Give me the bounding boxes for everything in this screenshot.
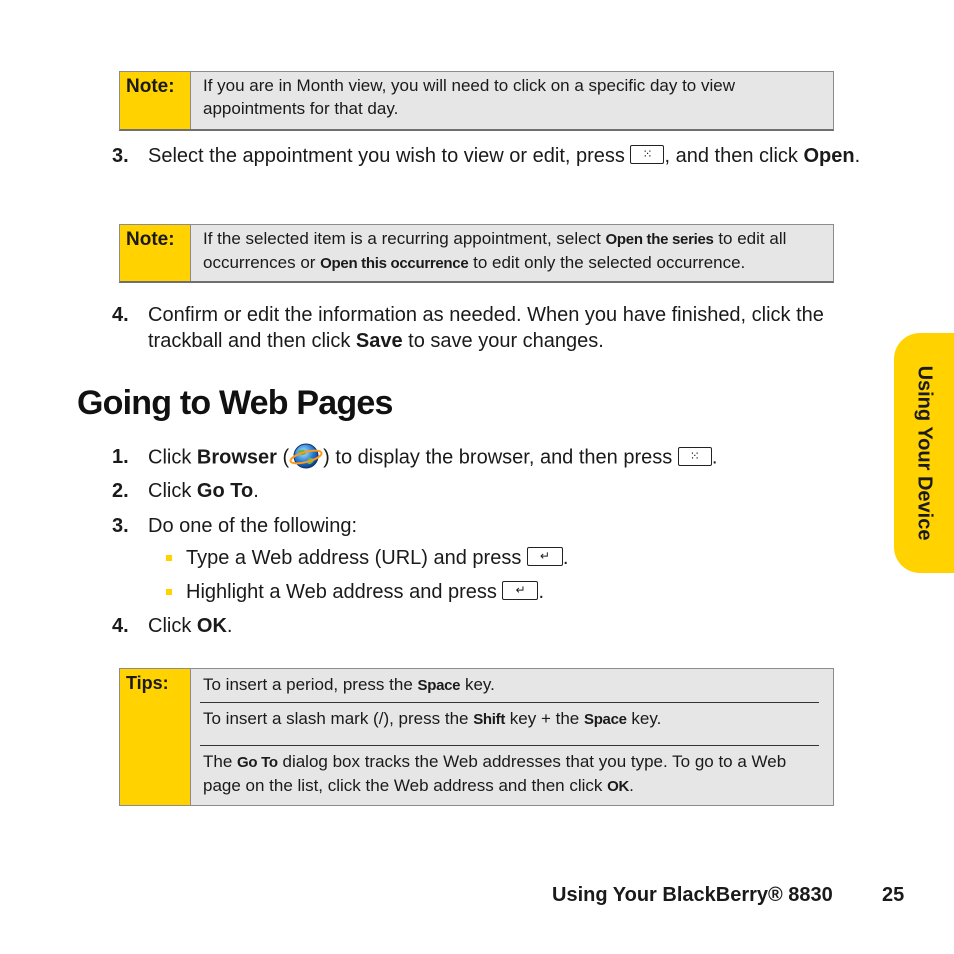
browser-step-4	[112, 613, 872, 639]
tip-text: key.	[631, 709, 662, 728]
note-label: Note:	[120, 72, 191, 129]
step-end: .	[711, 446, 718, 469]
ok-label: OK	[196, 615, 227, 637]
tip-divider	[200, 745, 819, 746]
step-text-after: to save your changes.	[408, 330, 604, 352]
step-3-select-appointment	[112, 143, 872, 169]
step-text: Click	[148, 615, 192, 637]
step-text: Confirm or edit the information as needed. When you have finished, click the trackball and then click	[148, 304, 824, 352]
bullet-marker	[166, 589, 172, 595]
tip-text: key.	[464, 675, 495, 694]
step-end: .	[253, 480, 259, 502]
tip-divider	[200, 702, 819, 703]
browser-globe-icon	[289, 442, 323, 470]
open-label: Open	[803, 145, 855, 167]
bullet-text: Type a Web address (URL) and press	[186, 547, 522, 569]
bullet-item-type-url	[166, 545, 568, 571]
note-text-part: If the selected item is a recurring appointment, select	[203, 229, 601, 248]
footer-title: Using Your BlackBerry® 8830	[552, 884, 833, 906]
note-label: Note:	[120, 225, 191, 281]
tip-text: key + the	[509, 709, 580, 728]
step-text: Click	[148, 446, 192, 469]
bullet-item-highlight-address	[166, 579, 544, 605]
bullet-text: Highlight a Web address and press	[186, 581, 497, 603]
enter-key-icon: ↵	[527, 547, 563, 566]
step-text: Click	[148, 480, 192, 502]
tip-text: To insert a slash mark (/), press the	[203, 709, 469, 728]
open-occurrence-label: Open this occurrence	[320, 255, 469, 272]
note-box-recurring	[119, 224, 834, 283]
step-number: 3.	[112, 145, 129, 167]
tip-period	[203, 673, 819, 697]
note-text: If you are in Month view, you will need to click on a specific day to view appointments for that day.	[203, 76, 735, 118]
tip-text: dialog box tracks the Web addresses that you type. To go to a Web page on the list, click the Web address and then click	[203, 752, 787, 795]
go-to-label: Go To	[196, 480, 254, 502]
step-number: 4.	[112, 615, 129, 637]
step-number: 1.	[112, 446, 129, 468]
note-text	[203, 225, 833, 275]
page-number: 25	[882, 884, 905, 906]
tip-slash	[203, 707, 819, 731]
ok-label: OK	[607, 778, 630, 795]
tip-text: .	[629, 776, 634, 795]
paren-open: (	[282, 446, 290, 469]
browser-step-2	[112, 478, 872, 504]
go-to-label: Go To	[237, 754, 278, 771]
bullet-marker	[166, 555, 172, 561]
bullet-end: .	[562, 547, 569, 569]
menu-key-icon: ⁙	[630, 145, 664, 164]
side-section-tab	[894, 333, 954, 573]
side-tab-label: Using Your Device	[913, 365, 936, 541]
tip-text: The	[203, 752, 233, 771]
note-text-part: to edit all occurrences or	[203, 229, 787, 272]
tip-go-to-history	[203, 750, 819, 798]
step-end: .	[226, 615, 233, 637]
tips-box	[119, 668, 834, 806]
shift-key-label: Shift	[473, 711, 506, 728]
browser-step-1	[112, 444, 872, 472]
step-4-confirm-edit	[112, 302, 872, 354]
step-text: ) to display the browser, and then press	[323, 446, 673, 469]
step-text: Do one of the following:	[148, 515, 358, 537]
save-label: Save	[355, 330, 403, 352]
note-text-part: to edit only the selected occurrence.	[473, 253, 746, 272]
step-number: 3.	[112, 515, 129, 537]
section-title: Going to Web Pages	[77, 384, 393, 422]
step-text: Select the appointment you wish to view or edit, press	[148, 145, 625, 167]
open-series-label: Open the series	[605, 231, 714, 248]
tip-text: To insert a period, press the	[203, 675, 413, 694]
step-text-after: , and then click	[664, 145, 798, 167]
step-number: 2.	[112, 480, 129, 502]
space-key-label: Space	[417, 677, 461, 694]
space-key-label: Space	[583, 711, 627, 728]
bullet-end: .	[538, 581, 545, 603]
tips-label: Tips:	[120, 669, 191, 805]
note-box-month-view	[119, 71, 834, 131]
browser-step-3	[112, 513, 872, 539]
menu-key-icon: ⁙	[678, 447, 712, 466]
step-number: 4.	[112, 304, 129, 326]
step-end: .	[854, 145, 861, 167]
browser-label: Browser	[196, 446, 277, 469]
enter-key-icon: ↵	[502, 581, 538, 600]
